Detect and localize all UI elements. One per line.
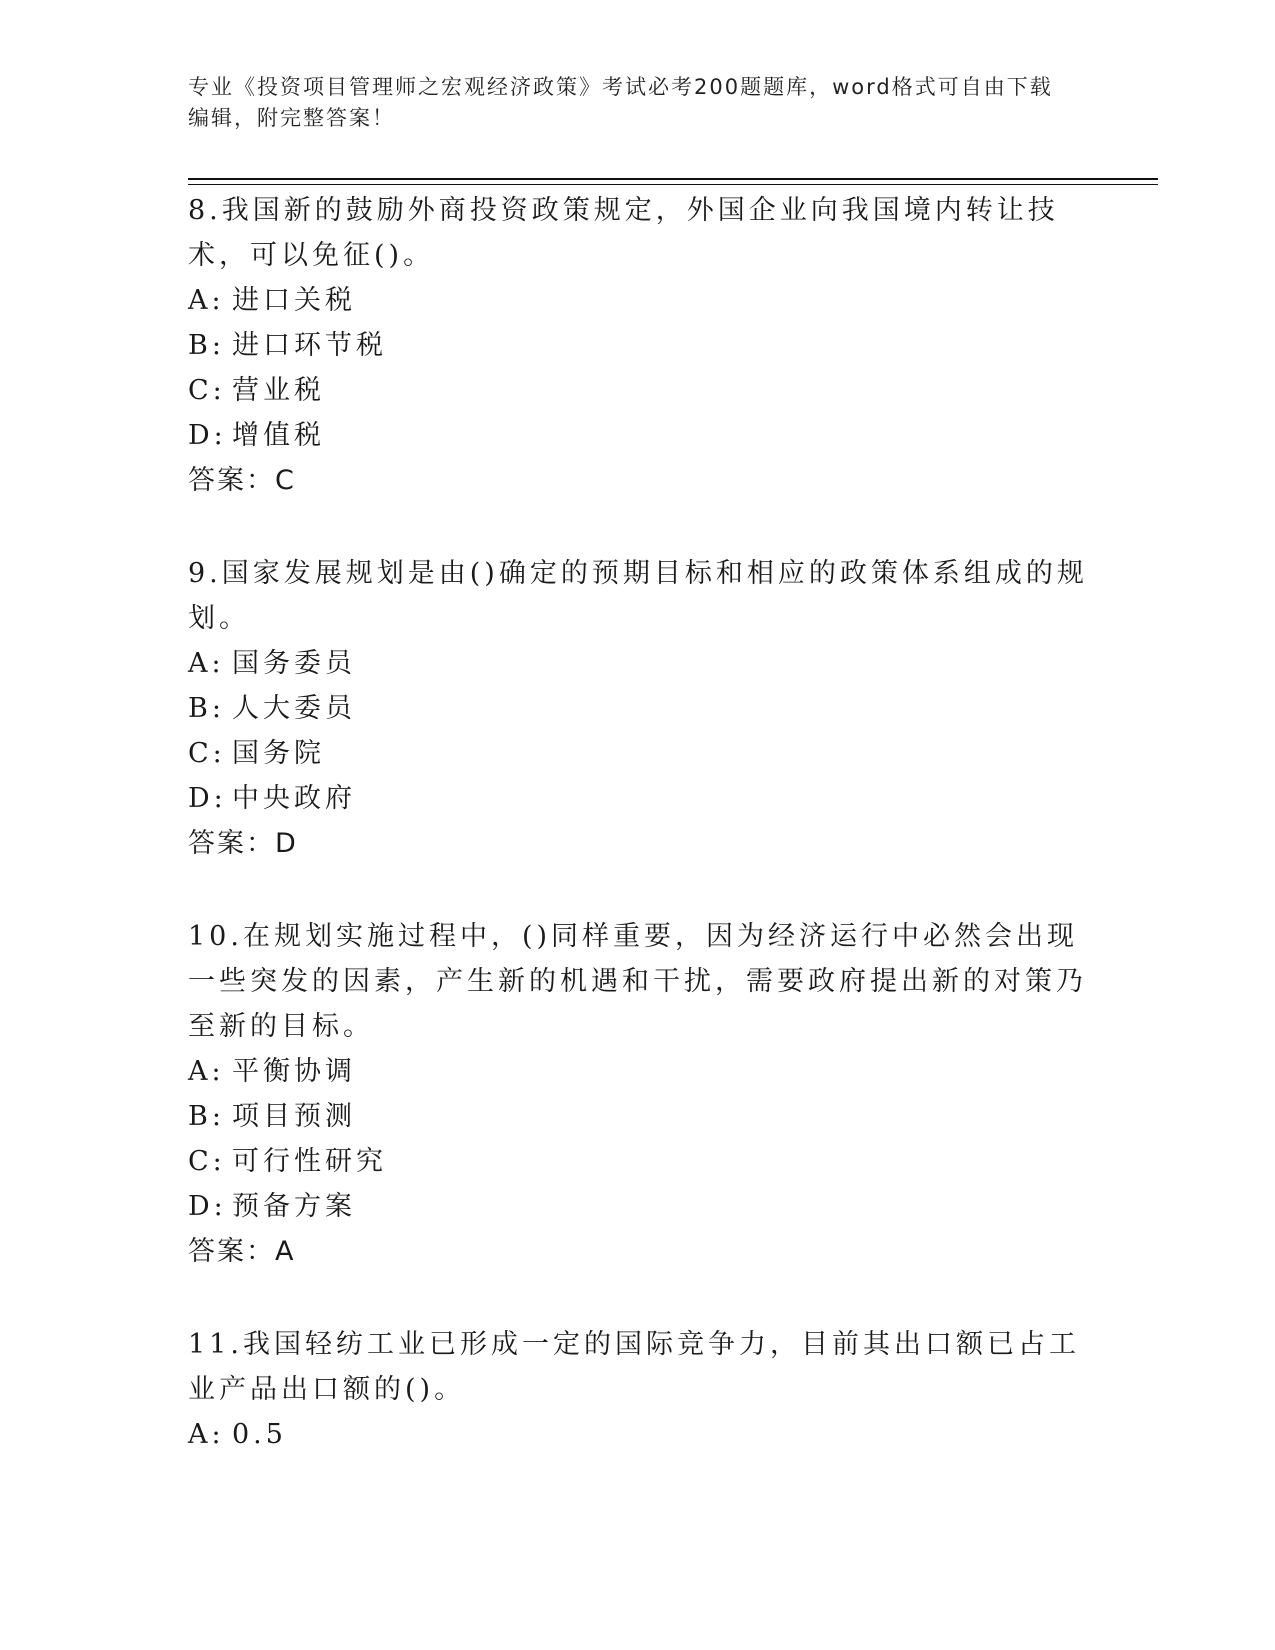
option-text: 国务委员 (232, 648, 356, 679)
option-item (188, 413, 1088, 458)
answer-line: 答案：C (188, 465, 296, 496)
option-text: 平衡协调 (232, 1056, 356, 1087)
option-item (188, 323, 1088, 368)
option-text: 增值税 (232, 420, 325, 451)
question-item (188, 188, 1088, 503)
option-item (188, 1184, 1088, 1229)
option-item (188, 1049, 1088, 1094)
option-text: 进口关税 (232, 285, 356, 316)
option-letter: A: (188, 648, 225, 679)
option-list (188, 1049, 1088, 1229)
option-text: 可行性研究 (232, 1146, 387, 1177)
option-text: 国务院 (232, 738, 325, 769)
question-item (188, 1322, 1088, 1457)
option-list (188, 641, 1088, 821)
option-text: 预备方案 (232, 1191, 356, 1222)
option-text: 项目预测 (232, 1101, 356, 1132)
document-intro: 专业《投资项目管理师之宏观经济政策》考试必考200题题库，word格式可自由下载编辑，附完整答案！ (188, 75, 1053, 130)
question-stem: 8.我国新的鼓励外商投资政策规定，外国企业向我国境内转让技术，可以免征()。 (188, 195, 1059, 271)
option-text: 中央政府 (232, 783, 356, 814)
question-list (188, 188, 1088, 1505)
option-letter: C: (188, 375, 226, 406)
option-letter: D: (188, 420, 227, 451)
option-item (188, 641, 1088, 686)
option-list (188, 278, 1088, 458)
option-letter: B: (188, 1101, 225, 1132)
header-divider-thick (188, 178, 1158, 180)
question-item (188, 914, 1088, 1274)
answer-line: 答案：A (188, 1236, 296, 1267)
option-item (188, 278, 1088, 323)
option-item (188, 776, 1088, 821)
option-letter: C: (188, 738, 226, 769)
option-text: 人大委员 (232, 693, 356, 724)
option-item (188, 731, 1088, 776)
option-letter: A: (188, 1419, 225, 1450)
option-letter: B: (188, 693, 225, 724)
option-item (188, 368, 1088, 413)
option-letter: D: (188, 783, 227, 814)
answer-line: 答案：D (188, 828, 298, 859)
header-divider-thin (188, 184, 1158, 185)
question-stem: 11.我国轻纺工业已形成一定的国际竞争力，目前其出口额已占工业产品出口额的()。 (188, 1329, 1080, 1405)
option-text: 营业税 (232, 375, 325, 406)
option-item (188, 686, 1088, 731)
question-item (188, 551, 1088, 866)
option-letter: A: (188, 285, 225, 316)
option-text: 进口环节税 (232, 330, 387, 361)
question-stem: 10.在规划实施过程中，()同样重要，因为经济运行中必然会出现一些突发的因素，产生新的机遇和干扰，需要政府提出新的对策乃至新的目标。 (188, 921, 1087, 1042)
option-item (188, 1094, 1088, 1139)
option-item (188, 1412, 1088, 1457)
option-letter: B: (188, 330, 225, 361)
option-list (188, 1412, 1088, 1457)
option-letter: C: (188, 1146, 226, 1177)
option-letter: D: (188, 1191, 227, 1222)
question-stem: 9.国家发展规划是由()确定的预期目标和相应的政策体系组成的规划。 (188, 558, 1088, 634)
option-letter: A: (188, 1056, 225, 1087)
option-text: 0.5 (232, 1419, 287, 1450)
option-item (188, 1139, 1088, 1184)
